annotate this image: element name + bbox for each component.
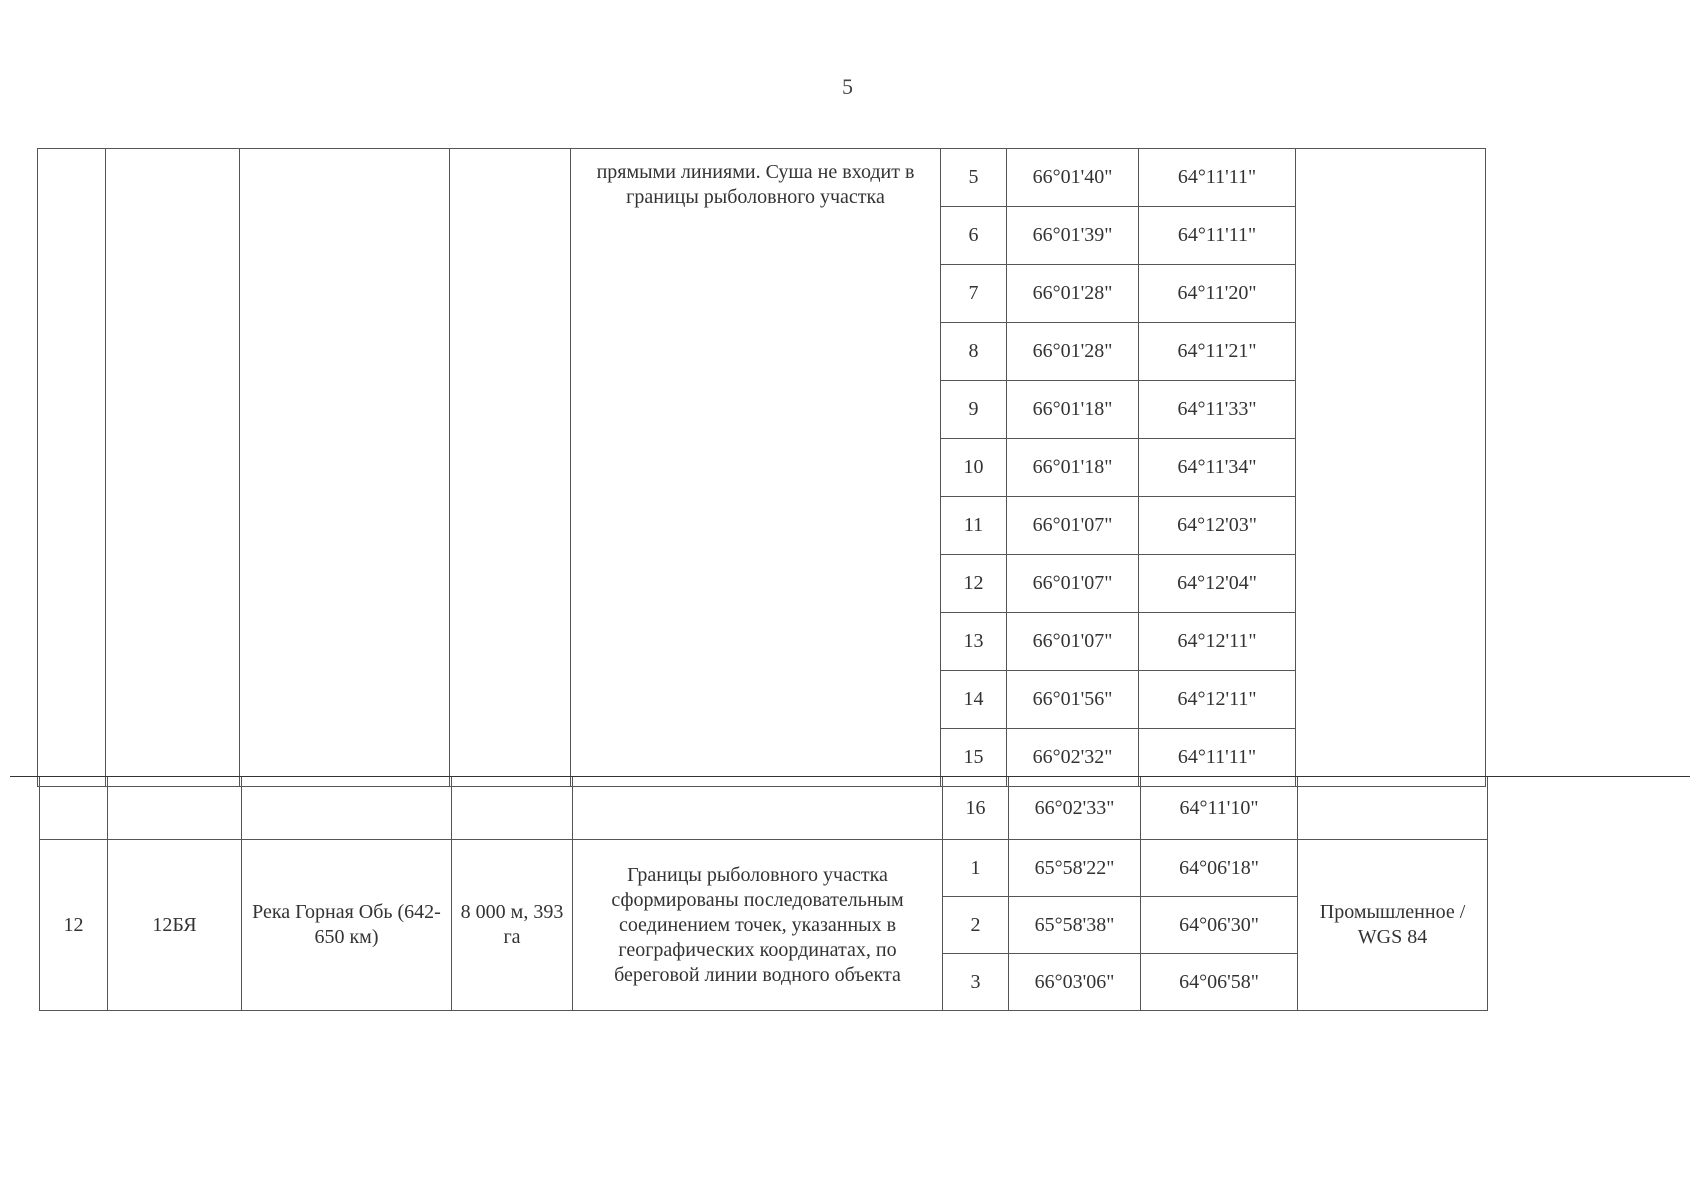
row-number-cell: 12: [40, 840, 108, 1011]
point-number-cell: 9: [941, 381, 1007, 439]
point-number-cell: 13: [941, 613, 1007, 671]
size-cell: [452, 777, 573, 840]
longitude-cell: 64°11'34": [1139, 439, 1296, 497]
latitude-cell: 66°01'28": [1007, 265, 1139, 323]
longitude-cell: 64°11'33": [1139, 381, 1296, 439]
longitude-cell: 64°12'03": [1139, 497, 1296, 555]
longitude-cell: 64°06'30": [1141, 897, 1298, 954]
longitude-cell: 64°12'04": [1139, 555, 1296, 613]
row-number-cell: [38, 149, 106, 787]
latitude-cell: 66°01'39": [1007, 207, 1139, 265]
latitude-cell: 66°01'07": [1007, 555, 1139, 613]
row-number-cell: [40, 777, 108, 840]
latitude-cell: 65°58'22": [1009, 840, 1141, 897]
latitude-cell: 66°01'28": [1007, 323, 1139, 381]
point-number-cell: 12: [941, 555, 1007, 613]
coordinates-table-next: [39, 776, 1488, 1011]
point-number-cell: 6: [941, 207, 1007, 265]
point-number-cell: 10: [941, 439, 1007, 497]
page-number: 5: [842, 74, 854, 99]
section-divider-line: [10, 776, 1690, 777]
point-number-cell: 3: [943, 954, 1009, 1011]
longitude-cell: 64°11'10": [1141, 777, 1298, 840]
point-number-cell: 7: [941, 265, 1007, 323]
name-cell: [240, 149, 450, 787]
point-number-cell: 1: [943, 840, 1009, 897]
latitude-cell: 66°03'06": [1009, 954, 1141, 1011]
longitude-cell: 64°12'11": [1139, 671, 1296, 729]
latitude-cell: 66°01'18": [1007, 381, 1139, 439]
point-number-cell: 14: [941, 671, 1007, 729]
longitude-cell: 64°11'11": [1139, 207, 1296, 265]
usage-cell: [1298, 777, 1488, 840]
size-cell: 8 000 м, 393 га: [452, 840, 573, 1011]
code-cell: [106, 149, 240, 787]
name-cell: Река Горная Обь (642-650 км): [242, 840, 452, 1011]
point-number-cell: 8: [941, 323, 1007, 381]
point-number-cell: 5: [941, 149, 1007, 207]
longitude-cell: 64°06'58": [1141, 954, 1298, 1011]
point-number-cell: 15: [941, 729, 1007, 787]
latitude-cell: 65°58'38": [1009, 897, 1141, 954]
table-row: [38, 149, 1486, 207]
latitude-cell: 66°02'32": [1007, 729, 1139, 787]
size-cell: [450, 149, 571, 787]
point-number-cell: 2: [943, 897, 1009, 954]
usage-cell: Промышленное / WGS 84: [1298, 840, 1488, 1011]
latitude-cell: 66°02'33": [1009, 777, 1141, 840]
description-cell: прямыми линиями. Суша не входит в границы рыболовного участка: [571, 149, 941, 787]
longitude-cell: 64°11'20": [1139, 265, 1296, 323]
latitude-cell: 66°01'18": [1007, 439, 1139, 497]
longitude-cell: 64°12'11": [1139, 613, 1296, 671]
description-cell: [573, 777, 943, 840]
longitude-cell: 64°11'11": [1139, 729, 1296, 787]
coordinates-table-continued: [37, 148, 1486, 787]
code-cell: 12БЯ: [108, 840, 242, 1011]
latitude-cell: 66°01'07": [1007, 497, 1139, 555]
longitude-cell: 64°11'11": [1139, 149, 1296, 207]
usage-cell: [1296, 149, 1486, 787]
latitude-cell: 66°01'07": [1007, 613, 1139, 671]
latitude-cell: 66°01'56": [1007, 671, 1139, 729]
description-cell: Границы рыболовного участка сформированы последовательным соединением точек, указанных в географических координатах, по береговой линии водного объекта: [573, 840, 943, 1011]
point-number-cell: 11: [941, 497, 1007, 555]
longitude-cell: 64°06'18": [1141, 840, 1298, 897]
point-number-cell: 16: [943, 777, 1009, 840]
name-cell: [242, 777, 452, 840]
longitude-cell: 64°11'21": [1139, 323, 1296, 381]
table-row: [40, 777, 1488, 840]
table-row: [40, 840, 1488, 897]
code-cell: [108, 777, 242, 840]
latitude-cell: 66°01'40": [1007, 149, 1139, 207]
